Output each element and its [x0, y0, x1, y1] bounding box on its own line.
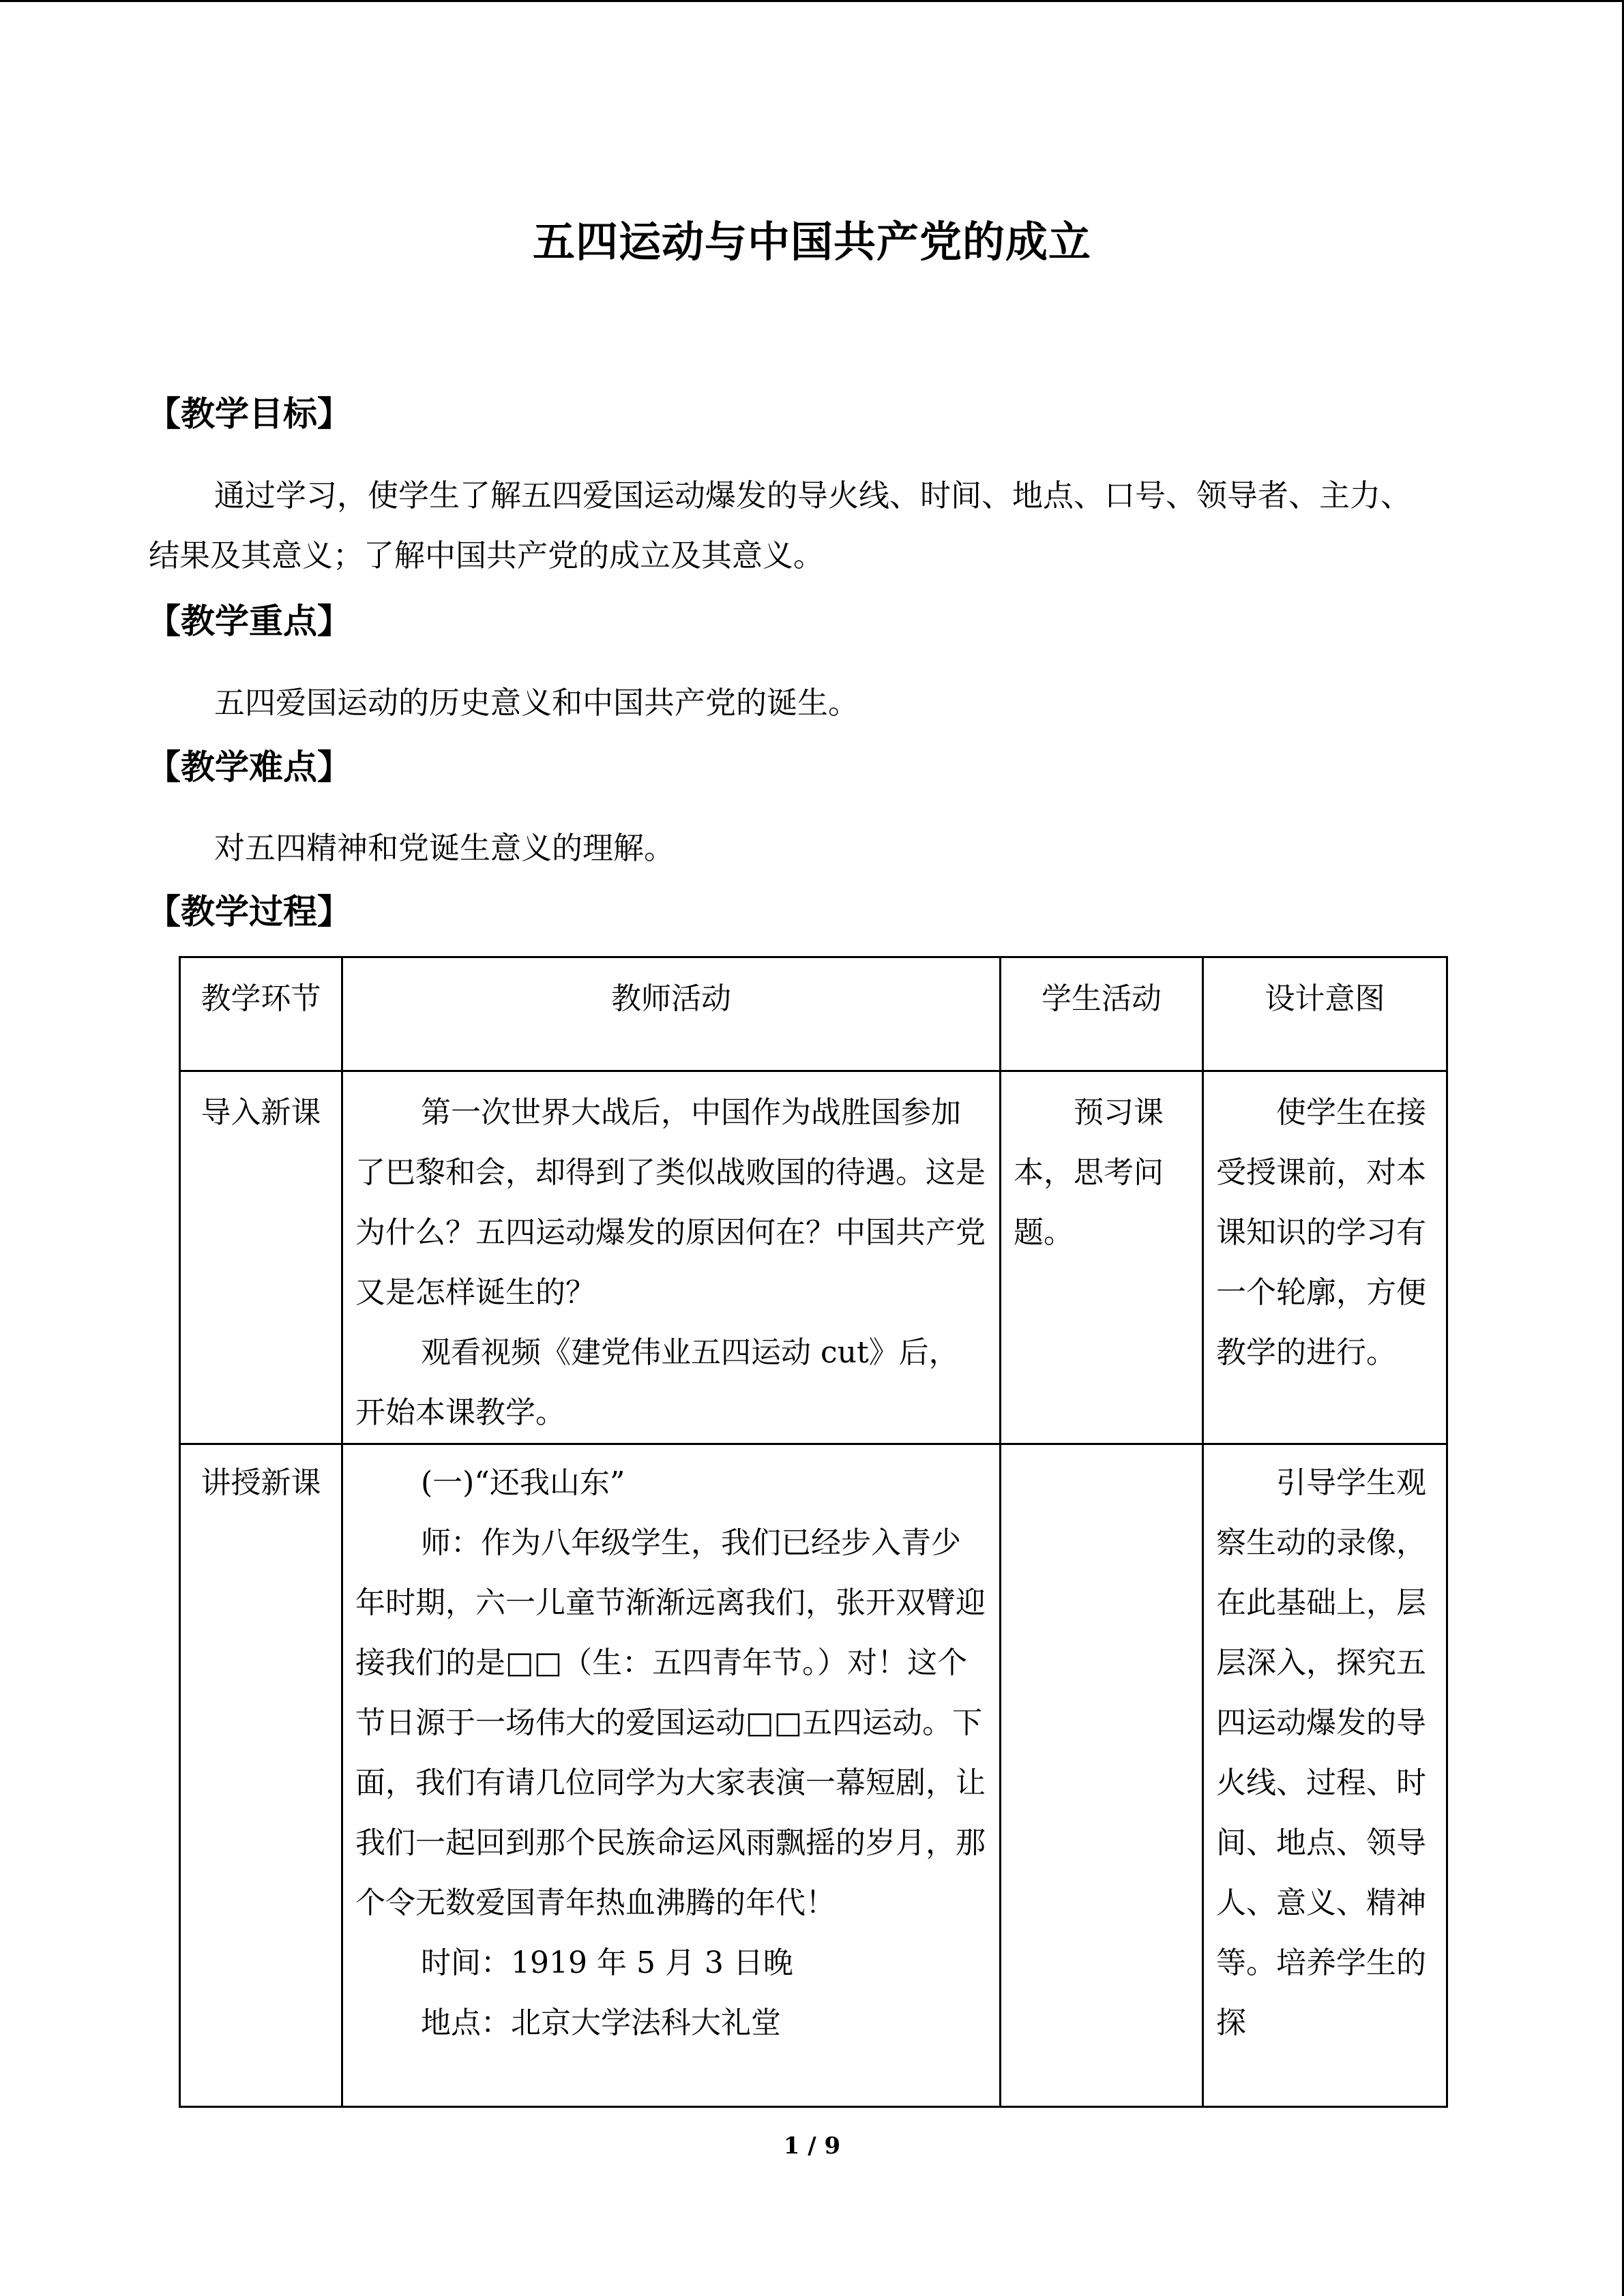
page-number: 1 / 9 [783, 2132, 841, 2160]
teaching-process-table [179, 956, 1448, 2108]
header-teacher: 教师活动 [342, 957, 1001, 1071]
key-points-text: 五四爱国运动的历史意义和中国共产党的诞生。 [214, 685, 859, 721]
intent-cell [1203, 1071, 1447, 1444]
intent-paragraph: 使学生在接受授课前，对本课知识的学习有一个轮廓，方便教学的进行。 [1216, 1095, 1426, 1370]
teacher-paragraph: 第一次世界大战后，中国作为战胜国参加了巴黎和会，却得到了类似战败国的待遇。这是为什么？五四运动爆发的原因何在？中国共产党又是怎样诞生的？ [355, 1095, 986, 1310]
student-cell [1001, 1071, 1203, 1444]
heading-objectives: 【教学目标】 [147, 393, 351, 434]
difficulties-text: 对五四精神和党诞生意义的理解。 [214, 830, 675, 866]
header-stage: 教学环节 [180, 957, 342, 1071]
heading-key-points: 【教学重点】 [147, 601, 351, 641]
teacher-paragraph: (一)“还我山东” [421, 1465, 625, 1500]
table-row [180, 1444, 1447, 2107]
objectives-text: 通过学习，使学生了解五四爱国运动爆发的导火线、时间、地点、口号、领导者、主力、结果及其意义；了解中国共产党的成立及其意义。 [149, 477, 1412, 573]
teacher-cell [342, 1444, 1001, 2107]
table-row [180, 1071, 1447, 1444]
page-border-top [0, 0, 1624, 2]
table-header-row [180, 957, 1447, 1071]
stage-cell: 导入新课 [180, 1071, 342, 1444]
header-intent: 设计意图 [1203, 957, 1447, 1071]
header-student: 学生活动 [1001, 957, 1203, 1071]
teacher-paragraph: 观看视频《建党伟业五四运动 cut》后，开始本课教学。 [355, 1335, 959, 1430]
student-cell [1001, 1444, 1203, 2107]
intent-cell [1203, 1444, 1447, 2107]
heading-process: 【教学过程】 [147, 891, 351, 931]
document-title: 五四运动与中国共产党的成立 [532, 217, 1091, 267]
teacher-paragraph: 时间：1919 年 5 月 3 日晚 [421, 1945, 793, 1980]
teacher-paragraph: 地点：北京大学法科大礼堂 [421, 2006, 781, 2040]
teacher-cell [342, 1071, 1001, 1444]
teacher-paragraph: 师：作为八年级学生，我们已经步入青少年时期，六一儿童节渐渐远离我们，张开双臂迎接我们的是□□（生：五四青年节。）对！这个节日源于一场伟大的爱国运动□□五四运动。下面，我们有请几位同学为大家表演一幕短剧，让我们一起回到那个民族命运风雨飘摇的岁月，那个令无数爱国青年热血沸腾的年代！ [355, 1525, 986, 1920]
stage-cell: 讲授新课 [180, 1444, 342, 2107]
intent-paragraph: 引导学生观察生动的录像，在此基础上，层层深入，探究五四运动爆发的导火线、过程、时间、地点、领导人、意义、精神等。培养学生的探 [1216, 1465, 1426, 2040]
heading-difficulties: 【教学难点】 [147, 747, 351, 787]
student-paragraph: 预习课本，思考问题。 [1014, 1095, 1164, 1250]
